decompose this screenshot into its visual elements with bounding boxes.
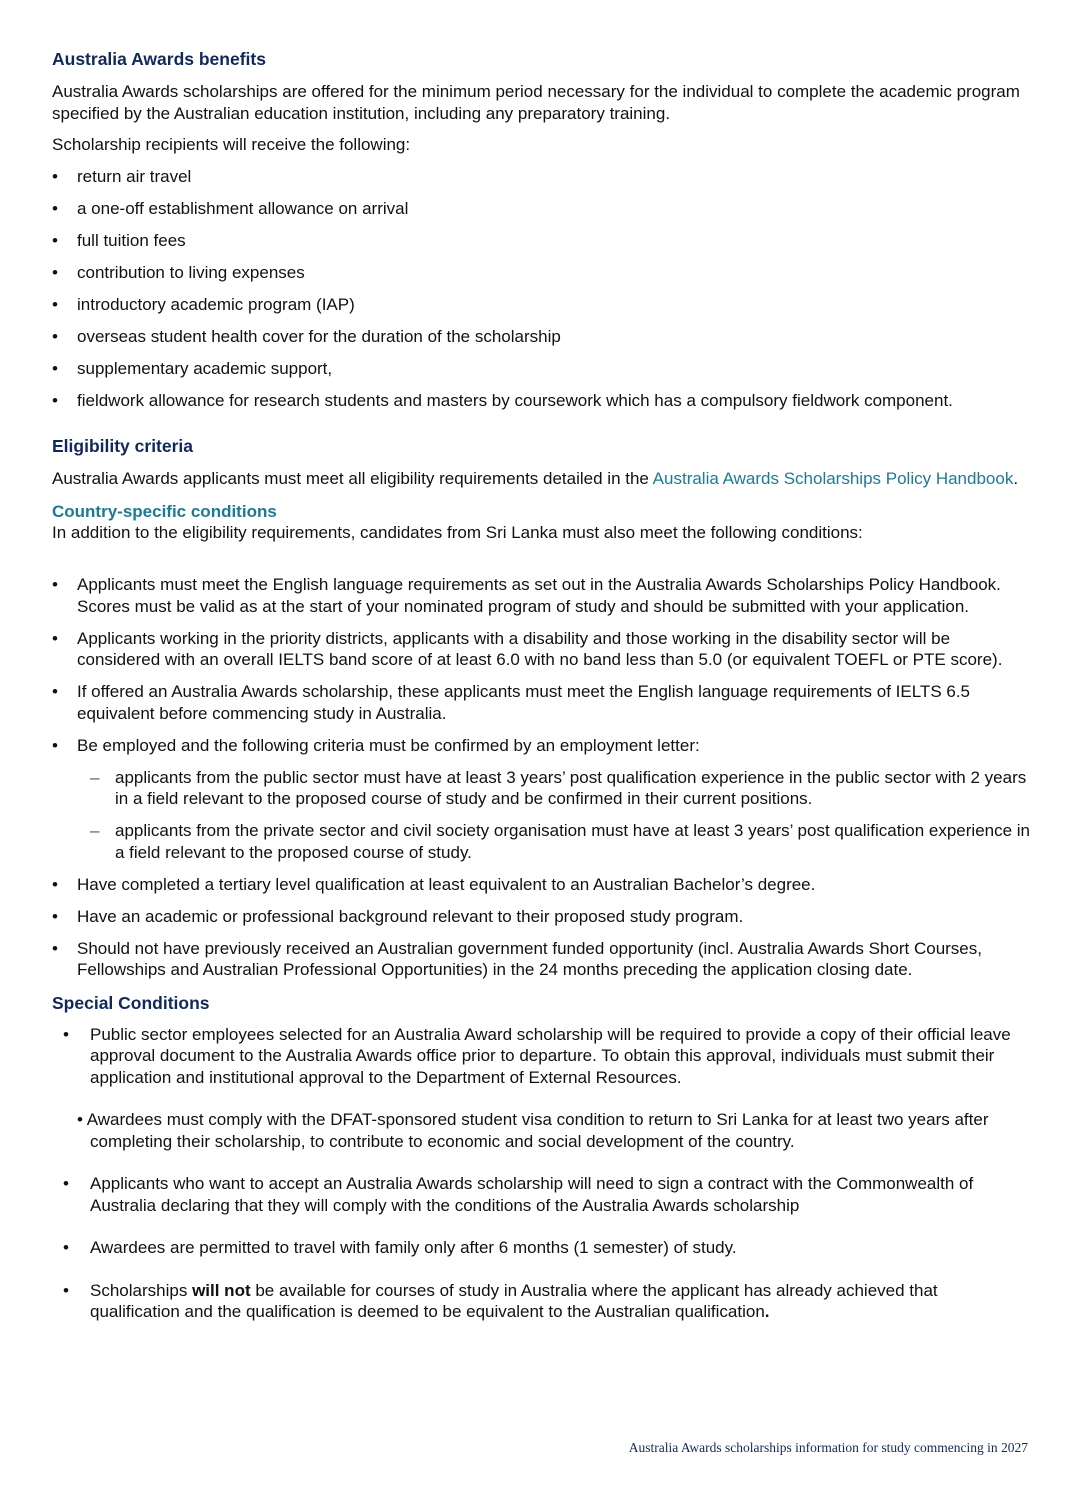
bullet-icon: • [52, 326, 58, 346]
bullet-icon: • [63, 1238, 69, 1257]
eligibility-heading: Eligibility criteria [52, 436, 194, 456]
bullet-icon: • [52, 358, 58, 378]
list-item: • Applicants must meet the English language requirements as set out in the Australia Awards Scholarships Policy Handbook. Scores must be valid as at the start of your nominated program of study and should be submitted with your application. [52, 575, 1001, 616]
page-footer: Australia Awards scholarships information for study commencing in 2027 [628, 1440, 1028, 1455]
list-item: • overseas student health cover for the duration of the scholarship [52, 326, 561, 346]
benefits-lead: Scholarship recipients will receive the following: [52, 135, 411, 154]
list-item: • introductory academic program (IAP) [52, 294, 355, 314]
bullet-icon: • [52, 198, 58, 218]
sub-list-item: – applicants from the private sector and civil society organisation must have at least 3 years’ post qualification experience in a field relevant to the proposed course of study. [90, 821, 1031, 862]
list-item: • Public sector employees selected for an Australia Award scholarship will be required to provide a copy of their official leave approval document to the Australia Awards office prior to departure. To obtain this approval, individuals must submit their application and institutional approval to the Department of External Resources. [63, 1024, 1011, 1087]
document-page [52, 48, 1032, 1323]
sub-list-item: – applicants from the public sector must have at least 3 years’ post qualification experience in the public sector with 2 years in a field relevant to the proposed course of study and be confirmed in their current positions. [90, 767, 1027, 808]
list-item: • fieldwork allowance for research students and masters by coursework which has a compulsory fieldwork component. [52, 390, 953, 410]
list-item: • Awardees must comply with the DFAT-sponsored student visa condition to return to Sri Lanka for at least two years after completing their scholarship, to contribute to economic and social development of the country. [77, 1110, 989, 1151]
bullet-icon: • [52, 735, 58, 755]
list-item: • a one-off establishment allowance on arrival [52, 198, 409, 218]
list-item: • Applicants working in the priority districts, applicants with a disability and those working in the disability sector will be considered with an overall IELTS band score of at least 6.0 with no band less than 5.0 (or equivalent TOEFL or PTE score). [52, 628, 1003, 669]
special-conditions-heading: Special Conditions [52, 992, 210, 1013]
bullet-icon: • [63, 1024, 69, 1044]
list-item: • Applicants who want to accept an Australia Awards scholarship will need to sign a contract with the Commonwealth of Australia declaring that they will comply with the conditions of the Australia Awards scholarship [63, 1174, 974, 1215]
bullet-icon: • [52, 906, 58, 926]
list-item: • supplementary academic support, [52, 358, 333, 378]
list-item: • If offered an Australia Awards scholarship, these applicants must meet the English language requirements of IELTS 6.5 equivalent before commencing study in Australia. [52, 682, 971, 723]
bullet-icon: • [52, 938, 58, 958]
list-item: • Scholarships will not be available for courses of study in Australia where the applicant has already achieved that qualification and the qualification is deemed to be equivalent to the Australian qualification. [63, 1280, 938, 1321]
dash-icon: – [90, 821, 100, 840]
bullet-icon: • [52, 166, 58, 186]
list-item: • Have an academic or professional background relevant to their proposed study program. [52, 906, 744, 926]
dash-icon: – [90, 767, 100, 787]
benefits-heading: Australia Awards benefits [52, 49, 266, 69]
list-item: • Have completed a tertiary level qualification at least equivalent to an Australian Bachelor’s degree. [52, 874, 816, 894]
country-conditions-heading: Country-specific conditions [52, 501, 277, 521]
benefits-intro: Australia Awards scholarships are offered for the minimum period necessary for the individual to complete the academic program specified by the Australian education institution, including any preparatory training. [52, 82, 1020, 123]
bullet-icon: • [52, 262, 58, 282]
bullet-icon: • [52, 294, 58, 314]
policy-handbook-link[interactable]: Australia Awards Scholarships Policy Handbook [652, 469, 1014, 488]
list-item: • full tuition fees [52, 230, 186, 250]
bullet-icon: • [52, 390, 58, 410]
bullet-icon: • [63, 1174, 69, 1193]
bullet-icon: • [52, 575, 58, 594]
country-conditions-list [52, 574, 1032, 981]
benefits-list [52, 166, 1032, 412]
list-item: • contribution to living expenses [52, 262, 305, 282]
bullet-icon: • [52, 230, 58, 250]
bullet-icon: • [63, 1280, 69, 1300]
country-intro: In addition to the eligibility requirements, candidates from Sri Lanka must also meet the following conditions: [52, 522, 863, 542]
list-item: • Awardees are permitted to travel with family only after 6 months (1 semester) of study. [63, 1238, 737, 1257]
special-conditions-list [52, 1024, 1032, 1323]
eligibility-text: Australia Awards applicants must meet all eligibility requirements detailed in the Australia Awards Scholarships Policy Handbook. [52, 469, 1019, 488]
list-item: • return air travel [52, 166, 192, 186]
bullet-icon: • [52, 628, 58, 648]
bullet-icon: • [52, 682, 58, 701]
bullet-icon: • [52, 874, 58, 894]
list-item: • Be employed and the following criteria must be confirmed by an employment letter: [52, 735, 700, 755]
list-item: • Should not have previously received an Australian government funded opportunity (incl. Australia Awards Short Courses, Fellowships and Australian Professional Opportunities) in the 24 months preceding the application closing date. [52, 938, 982, 979]
